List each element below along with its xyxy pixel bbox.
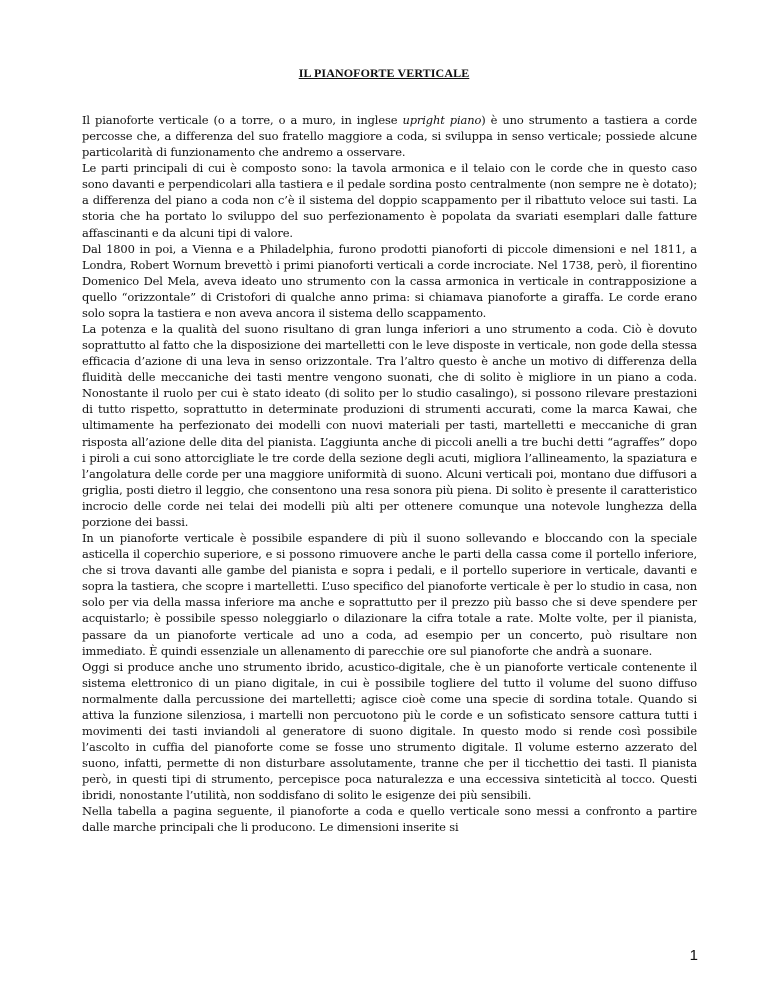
paragraph: Oggi si produce anche uno strumento ibrido, acustico-digitale, che è un pianoforte verticale contenente il sistema elettronico di un piano digitale, in cui è possibile togliere del tutto il volume del suono diffuso normalmente dalla percussione dei martelletti; agisce cioè come una specie di sordina totale. Quando si attiva la funzione silenziosa, i martelli non percuotono più le corde e un sofisticato sensore cattura tutti i movimenti dei tasti inviandoli al generatore di suono digitale. In questo modo si rende così possibile l’ascolto in cuffia del pianoforte come se fosse uno strumento digitale. Il volume esterno azzerato del suono, infatti, permette di non disturbare assolutamente, tranne che per il ticchettio dei tasti. Il pianista però, in questi tipi di strumento, percepisce poca naturalezza e una eccessiva sinteticità al tocco. Questi ibridi, nonostante l’utilità, non soddisfano di solito le esigenze dei più sensibili. xyxy=(82,659,697,803)
paragraph-text: ) è uno strumento a tastiera a corde percosse che, a differenza del suo fratello maggiore a coda, si sviluppa in senso verticale; possiede alcune particolarità di funzionamento che andremo a osservare. xyxy=(82,113,698,160)
document-title: IL PIANOFORTE VERTICALE xyxy=(298,66,470,80)
paragraph: Dal 1800 in poi, a Vienna e a Philadelphia, furono prodotti pianoforti di piccole dimensioni e nel 1811, a Londra, Robert Wornum brevettò i primi pianoforti verticali a corde incrociate. Nel 1738, però, il fiorentino Domenico Del Mela, aveva ideato uno strumento con la cassa armonica in verticale in contrapposizione a quello “orizzontale” di Cristofori di qualche anno prima: si chiamava pianoforte a giraffa. Le corde erano solo sopra la tastiera e non aveva ancora il sistema dello scappamento. xyxy=(82,241,697,320)
document-body xyxy=(82,112,697,836)
page-number: 1 xyxy=(689,947,698,964)
paragraph: Le parti principali di cui è composto sono: la tavola armonica e il telaio con le corde che in questo caso sono davanti e perpendicolari alla tastiera e il pedale sordina posto centralmente (non sempre ne è dotato); a differenza del piano a coda non c’è il sistema del doppio scappamento per il ribattuto veloce sui tasti. La storia che ha portato lo sviluppo del suo perfezionamento è popolata da svariati esemplari dalle fatture affascinanti e da alcuni tipi di valore. xyxy=(82,161,697,240)
paragraph: In un pianoforte verticale è possibile espandere di più il suono sollevando e bloccando con la speciale asticella il coperchio superiore, e si possono rimuovere anche le parti della cassa come il portello inferiore, che si trova davanti alle gambe del pianista e sopra i pedali, e il portello superiore in verticale, davanti e sopra la tastiera, che scopre i martelletti. L’uso specifico del pianoforte verticale è per lo studio in casa, non solo per via della massa inferiore ma anche e soprattutto per il prezzo più basso che si deve spendere per acquistarlo; è possibile spesso noleggiarlo o dilazionare la cifra totale a rate. Molte volte, per il pianista, passare da un pianoforte verticale ad uno a coda, ad esempio per un concerto, può risultare non immediato. È quindi essenziale un allenamento di parecchie ore sul pianoforte che andrà a suonare. xyxy=(82,531,697,658)
paragraph: Nella tabella a pagina seguente, il pianoforte a coda e quello verticale sono messi a confronto a partire dalle marche principali che li producono. Le dimensioni inserite si xyxy=(82,804,697,835)
paragraph: La potenza e la qualità del suono risultano di gran lunga inferiori a uno strumento a coda. Ciò è dovuto soprattutto al fatto che la disposizione dei martelletti con le leve disposte in verticale, non gode della stessa efficacia d’azione di una leva in senso orizzontale. Tra l’altro questo è anche un motivo di differenza della fluidità delle meccaniche dei tasti mentre vengono suonati, che di solito è migliore in un piano a coda. Nonostante il ruolo per cui è stato ideato (di solito per lo studio casalingo), si possono rilevare prestazioni di tutto rispetto, soprattutto in determinate produzioni di strumenti accurati, come la marca Kawai, che ultimamente ha perfezionato dei modelli con nuovi materiali per tasti, martelletti e meccaniche di gran risposta all’azione delle dita del pianista. L’aggiunta anche di piccoli anelli a tre buchi detti “agraffes” dopo i piroli a cui sono attorcigliate le tre corde della sezione degli acuti, migliora l’allineamento, la spaziatura e l’angolatura delle corde per una maggiore uniformità di suono. Alcuni verticali poi, montano due diffusori a griglia, posti dietro il leggio, che consentono una resa sonora più piena. Di solito è presente il caratteristico incrocio delle corde nei telai dei modelli più alti per ottenere comunque una notevole lunghezza della porzione dei bassi. xyxy=(82,322,697,529)
paragraph-text: Il pianoforte verticale (o a torre, o a muro, in inglese xyxy=(82,113,403,127)
paragraph xyxy=(82,112,697,160)
paragraph-italic-term: upright piano xyxy=(402,113,482,127)
